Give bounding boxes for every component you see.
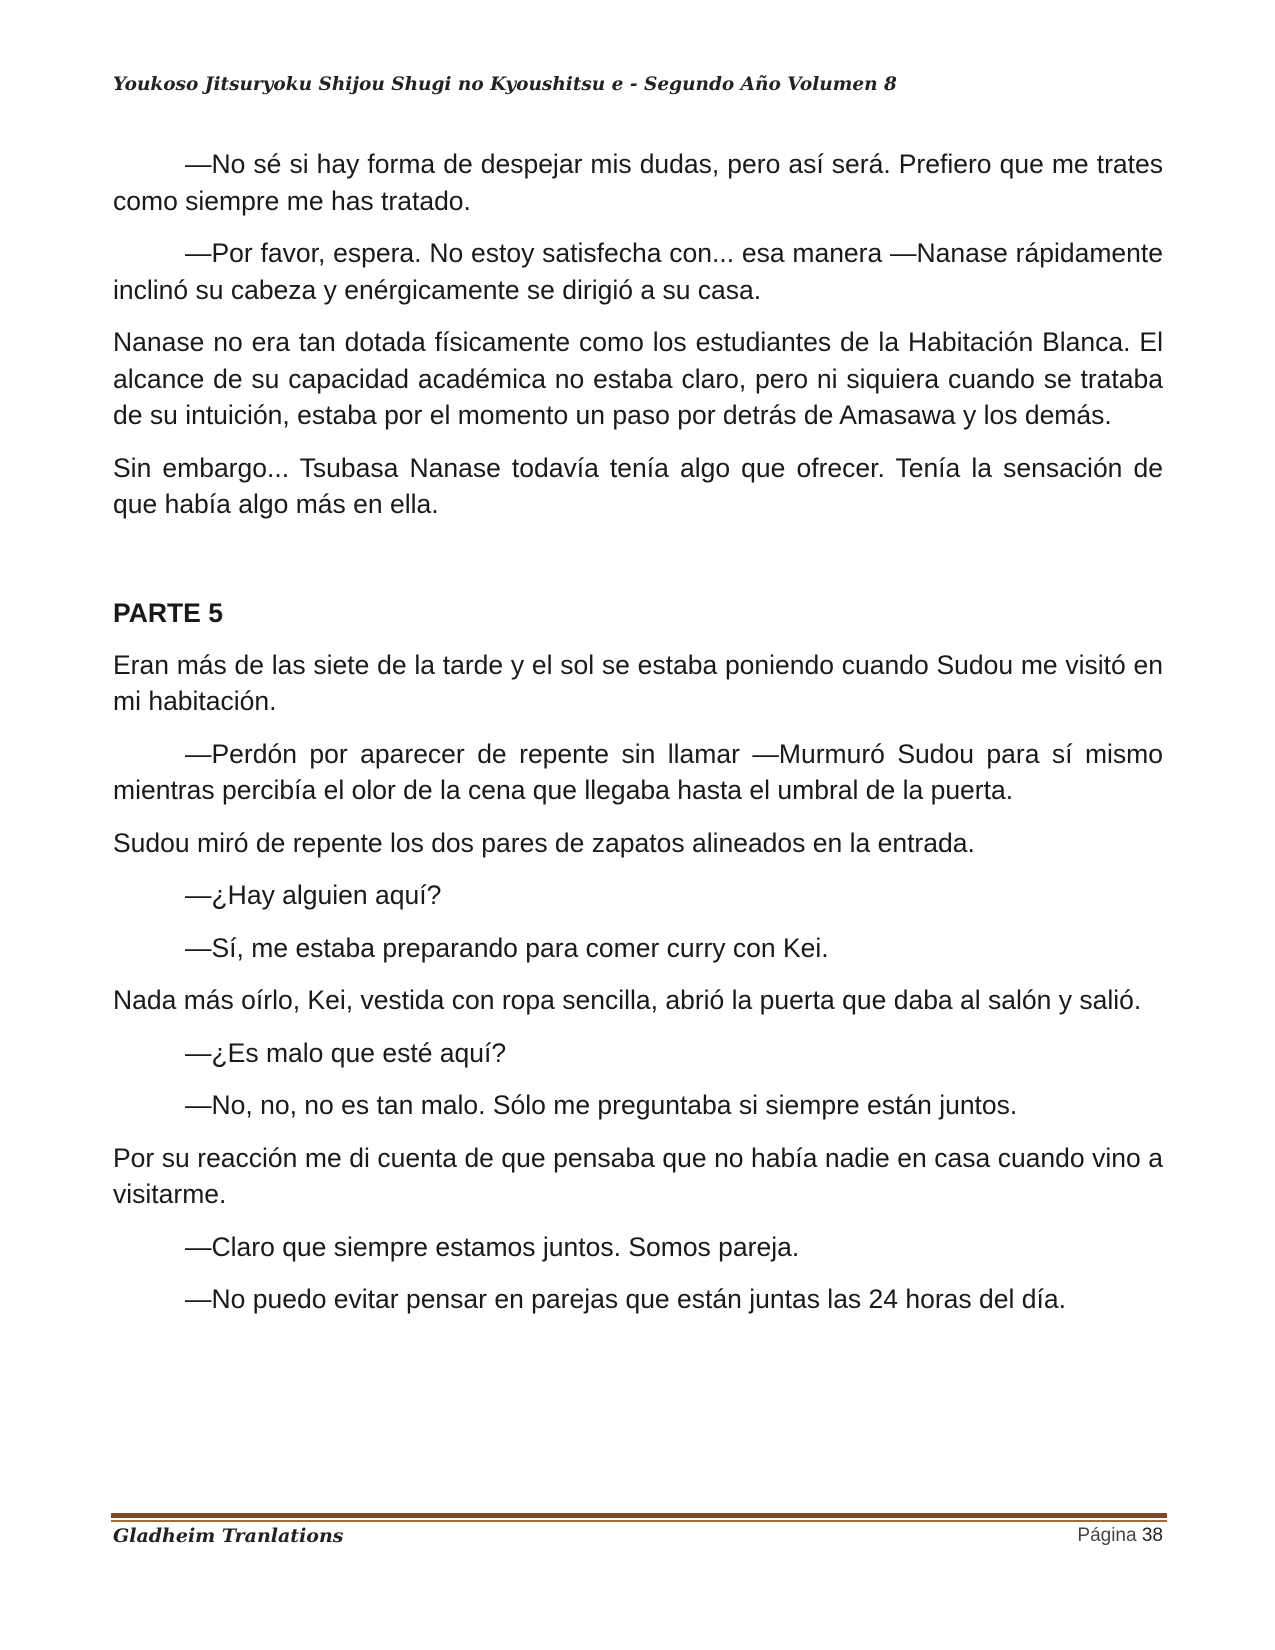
paragraph-7: Sudou miró de repente los dos pares de zapatos alineados en la entrada. xyxy=(113,827,975,858)
footer-page-indicator xyxy=(1077,1525,1163,1547)
paragraph-9: —Sí, me estaba preparando para comer curry con Kei. xyxy=(185,932,829,963)
paragraph-6: —Perdón por aparecer de repente sin llamar —Murmuró Sudou para sí mismo mientras percibía el olor de la cena que llegaba hasta el umbral de la puerta. xyxy=(113,738,1163,805)
footer-publisher: Gladheim Tranlations xyxy=(113,1525,344,1547)
paragraph-1: —No sé si hay forma de despejar mis dudas, pero así será. Prefiero que me trates como siempre me has tratado. xyxy=(113,149,1163,216)
footer-rule-thin xyxy=(111,1520,1167,1522)
running-header: Youkoso Jitsuryoku Shijou Shugi no Kyoushitsu e - Segundo Año Volumen 8 xyxy=(113,74,897,95)
paragraph-4: Sin embargo... Tsubasa Nanase todavía tenía algo que ofrecer. Tenía la sensación de que había algo más en ella. xyxy=(113,452,1163,519)
section-heading: PARTE 5 xyxy=(113,597,223,628)
page-number: 38 xyxy=(1141,1525,1163,1546)
paragraph-11: —¿Es malo que esté aquí? xyxy=(185,1037,507,1068)
paragraph-12: —No, no, no es tan malo. Sólo me preguntaba si siempre están juntos. xyxy=(185,1090,1018,1120)
paragraph-10: Nada más oírlo, Kei, vestida con ropa sencilla, abrió la puerta que daba al salón y salió. xyxy=(113,985,1142,1015)
paragraph-8: —¿Hay alguien aquí? xyxy=(185,880,442,910)
paragraph-2: —Por favor, espera. No estoy satisfecha con... esa manera —Nanase rápidamente inclinó su cabeza y enérgicamente se dirigió a su casa. xyxy=(113,238,1163,305)
footer-rule-thick xyxy=(111,1513,1167,1518)
paragraph-15: —No puedo evitar pensar en parejas que están juntas las 24 horas del día. xyxy=(185,1284,1066,1314)
paragraph-5: Eran más de las siete de la tarde y el sol se estaba poniendo cuando Sudou me visitó en mi habitación. xyxy=(113,649,1163,716)
paragraph-14: —Claro que siempre estamos juntos. Somos pareja. xyxy=(185,1231,800,1262)
page-body xyxy=(113,146,1163,1334)
paragraph-13: Por su reacción me di cuenta de que pensaba que no había nadie en casa cuando vino a visitarme. xyxy=(113,1142,1163,1209)
paragraph-3: Nanase no era tan dotada físicamente como los estudiantes de la Habitación Blanca. El alcance de su capacidad académica no estaba claro, pero ni siquiera cuando se trataba de su intuición, estaba por el momento un paso por detrás de Amasawa y los demás. xyxy=(113,327,1163,430)
page-label: Página xyxy=(1077,1525,1137,1546)
